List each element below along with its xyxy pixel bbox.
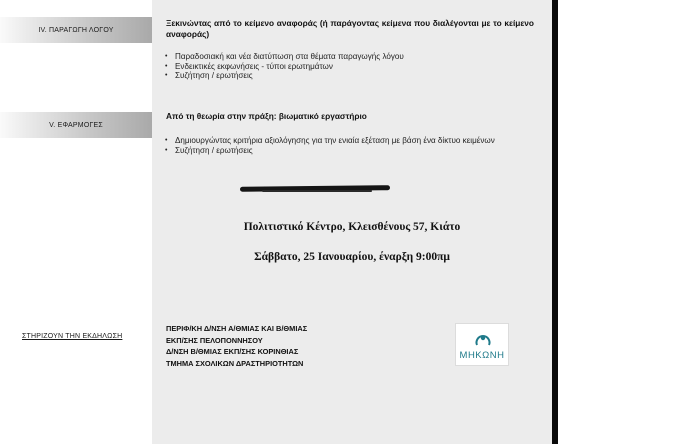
supporter-line: ΕΚΠ/ΣΗΣ ΠΕΛΟΠΟΝΝΗΣΟΥ [166, 335, 263, 345]
list-item: • Δημιουργώντας κριτήρια αξιολόγησης για την ενιαία εξέταση με βάση ένα δίκτυο κειμένων [163, 136, 534, 146]
section-label-v: V. ΕΦΑΡΜΟΓΕΣ [0, 112, 152, 138]
event-datetime: Σάββατο, 25 Ιανουαρίου, έναρξη 9:00πμ [254, 251, 450, 263]
supporter-line: ΠΕΡΙΦ/ΚΗ Δ/ΝΣΗ Α/ΘΜΙΑΣ ΚΑΙ Β/ΘΜΙΑΣ [166, 324, 308, 333]
section-v-bullets [163, 136, 534, 155]
logo-text: ΜΗΚΩΝΗ [459, 350, 505, 361]
logo-emblem-icon [474, 330, 492, 348]
right-margin [558, 0, 678, 444]
supporter-line: ΤΜΗΜΑ ΣΧΟΛΙΚΩΝ ΔΡΑΣΤΗΡΙΟΤΗΤΩΝ [166, 358, 304, 368]
section-v-heading: Από τη θεωρία στην πράξη: βιωματικό εργαστήριο [166, 111, 367, 121]
list-item: • Ενδεικτικές εκφωνήσεις - τύποι ερωτημάτων [163, 62, 533, 72]
list-item: • Συζήτηση / ερωτήσεις [163, 71, 533, 81]
section-iv-bullets [163, 52, 533, 81]
redaction-mark [262, 190, 372, 192]
supporters-label: ΣΤΗΡΙΖΟΥΝ ΤΗΝ ΕΚΔΗΛΩΣΗ [22, 332, 123, 340]
supporter-line: Δ/ΝΣΗ Β/ΘΜΙΑΣ ΕΚΠ/ΣΗΣ ΚΟΡΙΝΘΙΑΣ [166, 347, 299, 356]
venue-location: Πολιτιστικό Κέντρο, Κλεισθένους 57, Κιάτο [243, 221, 461, 233]
supporters-list [166, 323, 307, 369]
list-item: • Συζήτηση / ερωτήσεις [163, 146, 534, 156]
mikoni-logo [455, 323, 509, 366]
left-column [0, 0, 152, 444]
list-item: • Παραδοσιακή και νέα διατύπωση στα θέματα παραγωγής λόγου [163, 52, 533, 62]
section-label-iv: IV. ΠΑΡΑΓΩΓΗ ΛΟΓΟΥ [0, 17, 152, 43]
section-iv-heading: Ξεκινώντας από το κείμενο αναφοράς (ή παράγοντας κείμενα που διαλέγονται με το κείμενο αναφοράς) [166, 18, 534, 39]
